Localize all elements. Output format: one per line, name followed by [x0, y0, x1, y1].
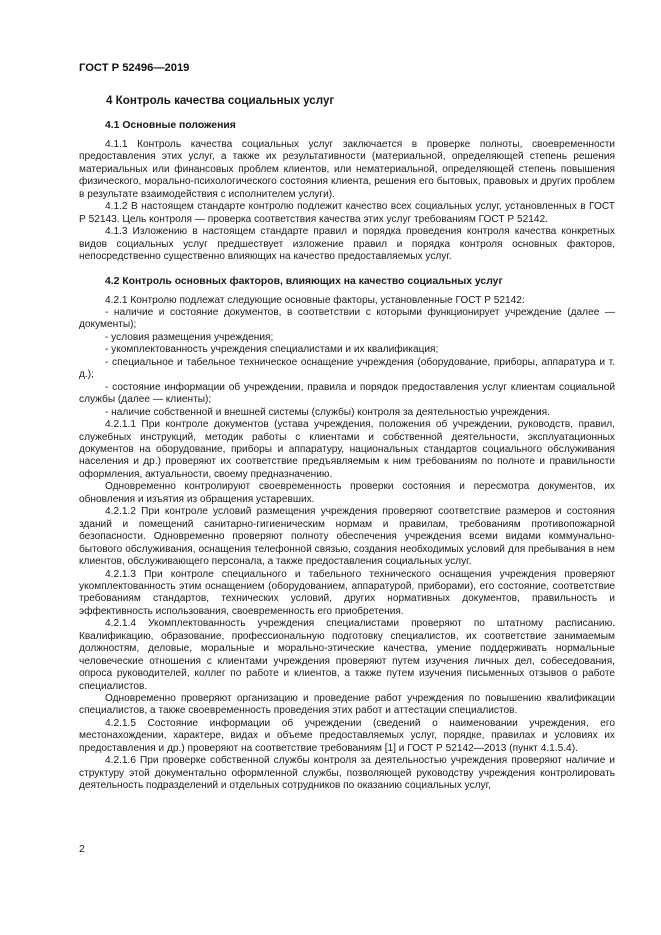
paragraph-4-1-1: 4.1.1 Контроль качества социальных услуг заключается в проверке полноты, своевременности предоставления этих услуг, а также их результативности (материальной, определяющей степень решения материальных или финансовых проблем клиентов, или нематериальной, определяющей степень повышения физического, морально-психологического состояния клиента, решения его бытовых, правовых и других проблем в результате взаимодействия с исполнителем услуги). [79, 139, 615, 200]
paragraph-4-2-1: 4.2.1 Контролю подлежат следующие основные факторы, установленные ГОСТ Р 52142: [105, 294, 525, 306]
document-code-header: ГОСТ Р 52496—2019 [79, 62, 190, 74]
paragraph-4-2-1-1: 4.2.1.1 При контроле документов (устава учреждения, положения об учреждении, руководств, правил, служебных инструкций, методик работы с клиентами и собственной деятельности, эксплуатационных документов на оборудование, приборы и аппаратуру, национальных стандартов социального обслуживания населения и др.) проверяют их соответствие предъявляемым к ним требованиям по полноте и правильности оформления, актуальности, своему предназначению. [79, 419, 615, 480]
section-4-2-title: 4.2 Контроль основных факторов, влияющих на качество социальных услуг [105, 275, 503, 287]
paragraph-4-2-1-4-continued: Одновременно проверяют организацию и проведение работ учреждения по повышению квалификации специалистов, а также своевременность проведения этих работ и аттестации специалистов. [79, 693, 615, 717]
paragraph-4-2-1-4: 4.2.1.4 Укомплектованность учреждения специалистами проверяют по штатному расписанию. Квалификацию, образование, профессиональную подготовку специалистов, их соответствие занимаемым должностям, деловые, моральные и морально-этические качества, умение поддерживать нормальные человеческие отношения с клиентами учреждения проверяют путем изучения личных дел, собеседования, опроса руководителей, коллег по работе и клиентов, а также путем изучения письменных отзывов о работе специалистов. [79, 618, 615, 692]
paragraph-4-1-2: 4.1.2 В настоящем стандарте контролю подлежит качество всех социальных услуг, установленных в ГОСТ Р 52143. Цель контроля — проверка соответствия качества этих услуг требованиям ГОСТ Р 52142. [79, 201, 615, 225]
list-item: - наличие и состояние документов, в соответствии с которыми функционирует учреждение (далее — документы); [79, 306, 615, 331]
list-item: - укомплектованность учреждения специалистами и их квалификация; [105, 344, 439, 356]
page-number: 2 [79, 843, 85, 855]
list-item: - специальное и табельное техническое оснащение учреждения (оборудование, приборы, аппаратура и т. д.); [79, 356, 615, 381]
section-4-1-title: 4.1 Основные положения [105, 120, 236, 131]
paragraph-4-2-1-2: 4.2.1.2 При контроле условий размещения учреждения проверяют соответствие размеров и состояния зданий и помещений санитарно-гигиеническим нормам и правилам, требованиям противопожарной безопасности. Одновременно проверяют полноту обеспечения учреждения всеми видами коммунально-бытового обслуживания, оснащения телефонной связью, создания необходимых условий для пребывания в нем клиентов, обслуживающего персонала, а также предоставления социальных услуг. [79, 506, 615, 568]
paragraph-4-2-1-6: 4.2.1.6 При проверке собственной службы контроля за деятельностью учреждения проверяют наличие и структуру этой документально оформленной службы, позволяющей руководству учреждения контролировать деятельность подразделений и отдельных сотрудников по оказанию социальных услуг, [79, 755, 615, 792]
paragraph-4-2-1-3: 4.2.1.3 При контроле специального и табельного технического оснащения учреждения проверяют укомплектованность этим оснащением (оборудованием, аппаратурой, приборами), его состояние, соответствие требованиям стандартов, технических условий, других нормативных документов, правильность и эффективность использования, своевременность его приобретения. [79, 568, 615, 617]
page-body [79, 94, 615, 793]
paragraph-4-2-1-1-continued: Одновременно контролируют своевременность проверки состояния и пересмотра документов, их обновления и изъятия из обращения устаревших. [79, 481, 615, 505]
paragraph-4-2-1-5: 4.2.1.5 Состояние информации об учреждении (сведений о наименовании учреждения, его местонахождении, характере, видах и объеме предоставляемых услуг, порядке, правилах и условиях их предоставления и др.) проверяют на соответствие требованиям [1] и ГОСТ Р 52142—2013 (пункт 4.1.5.4). [79, 717, 615, 754]
list-item: - условия размещения учреждения; [105, 331, 274, 343]
paragraph-4-1-3: 4.1.3 Изложению в настоящем стандарте правил и порядка проведения контроля качества конкретных видов социальных услуг предшествует изложение правил и порядка контроля основных факторов, непосредственно существенно влияющих на качество предоставляемых услуг. [79, 226, 615, 263]
list-item: - состояние информации об учреждении, правила и порядок предоставления услуг клиентам социальной службы (далее — клиенты); [79, 381, 615, 406]
list-item: - наличие собственной и внешней системы (службы) контроля за деятельностью учреждения. [105, 406, 550, 418]
section-4-title: 4 Контроль качества социальных услуг [106, 94, 335, 107]
